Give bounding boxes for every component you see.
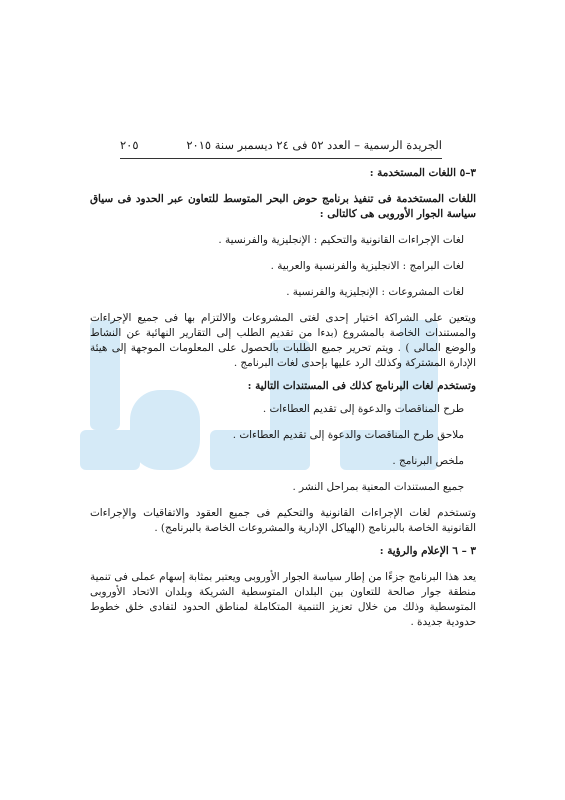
- body-paragraph: ويتعين على الشراكة اختيار إحدى لغتى المشروعات والالتزام بها فى جميع الإجراءات والمستندات الخاصة بالمشروع (بدءا من تقديم الطلب إلى التقارير النهائية عن النشاط والوضع المالى ) . ويتم تحرير جميع الطلبات بالحصول على المعلومات الموجهة إلى هيئة الإدارة المشتركة وكذلك الرد عليها بإحدى لغات البرنامج .: [90, 312, 476, 369]
- section-heading: ٣–٥ اللغات المستخدمة :: [369, 167, 476, 179]
- page-header: [120, 136, 442, 154]
- section-heading: ٣ – ٦ الإعلام والرؤية :: [379, 545, 476, 557]
- list-item: طرح المناقصات والدعوة إلى تقديم العطاءات .: [262, 403, 464, 415]
- section-subheading: وتستخدم لغات البرنامج كذلك فى المستندات التالية :: [247, 380, 476, 392]
- page-number: ٢٠٥: [120, 138, 139, 152]
- list-item: لغات الإجراءات القانونية والتحكيم : الإنجليزية والفرنسية .: [218, 234, 464, 246]
- list-item: جميع المستندات المعنية بمراحل النشر .: [292, 481, 464, 493]
- list-item: لغات المشروعات : الإنجليزية والفرنسية .: [286, 286, 464, 298]
- list-item: لغات البرامج : الانجليزية والفرنسية والعربية .: [270, 260, 464, 272]
- header-title: الجريدة الرسمية – العدد ٥٢ فى ٢٤ ديسمبر سنة ٢٠١٥: [186, 138, 442, 152]
- body-paragraph: يعد هذا البرنامج جزءًا من إطار سياسة الجوار الأوروبى ويعتبر بمثابة إسهام عملى فى تنمية منطقة جوار صالحة للتعاون بين البلدان المتوسطية الشريكة وبلدان الاتحاد الأوروبى المتوسطية وذلك من خلال تعزيز التنمية المتكاملة لمناطق الحدود لتفادى خلق خطوط حدودية جديدة .: [90, 571, 476, 628]
- list-item: ملخص البرنامج .: [392, 455, 464, 467]
- body-paragraph: وتستخدم لغات الإجراءات القانونية والتحكيم فى جميع العقود والاتفاقيات والإجراءات القانونية الخاصة بالبرنامج (الهياكل الإدارية والمشروعات الخاصة بالبرنامج) .: [90, 507, 476, 534]
- section-lead: اللغات المستخدمة فى تنفيذ برنامج حوض البحر المتوسط للتعاون عبر الحدود فى سياق سياسة الجوار الأوروبى هى كالتالى :: [90, 193, 476, 220]
- document-body: [90, 166, 476, 630]
- header-divider: [120, 158, 442, 159]
- list-item: ملاحق طرح المناقصات والدعوة إلى تقديم العطاءات .: [232, 429, 464, 441]
